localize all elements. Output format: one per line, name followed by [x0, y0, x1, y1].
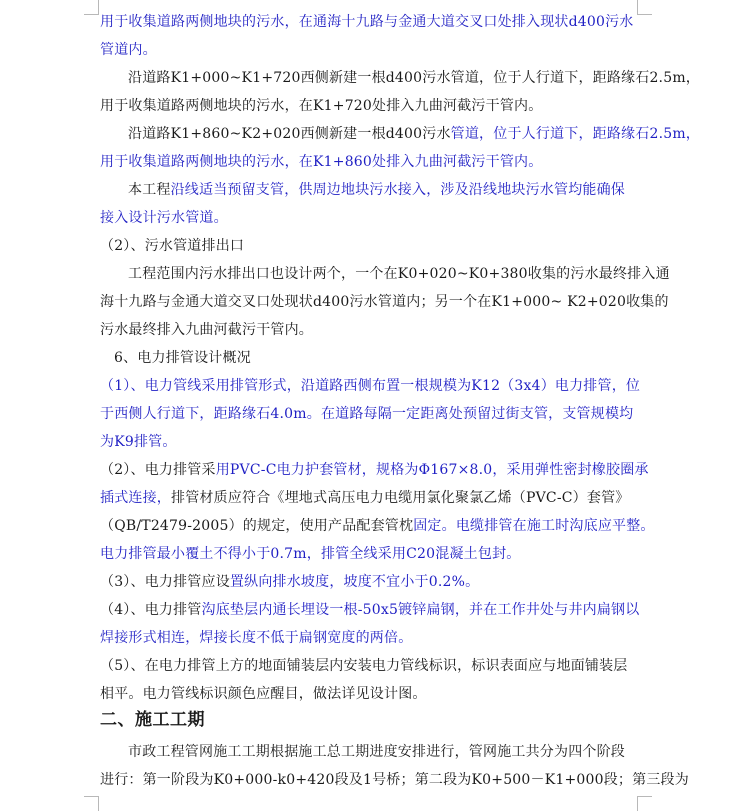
crop-mark-top-left [84, 0, 99, 15]
text-run: 沟底垫层内通长埋设一根-50x5镀锌扁钢，并在工作井处与井内扁钢以 [201, 602, 640, 618]
document-line: 相平。电力管线标识颜色应醒目，做法详见设计图。 [100, 686, 427, 702]
document-line [100, 568, 479, 596]
text-run: （4）、电力排管 [100, 602, 202, 618]
text-run: 沿线适当预留支管，供周边地块污水接入，涉及沿线地块污水管均能确保 [170, 182, 626, 198]
crop-mark-bottom-right [637, 796, 652, 811]
text-run: 本工程 [128, 182, 171, 198]
document-line: 用于收集道路两侧地块的污水，在K1+860处排入九曲河截污干管内。 [100, 154, 543, 170]
document-line: 工程范围内污水排出口也设计两个，一个在K0+020~K0+380收集的污水最终排入通 [128, 266, 670, 282]
text-run: 沿道路K1+860~K2+020西侧新建一根d400污水 [128, 126, 451, 142]
document-line: 焊接形式相连，焊接长度不低于扁钢宽度的两倍。 [100, 630, 413, 646]
document-line: 6、电力排管设计概况 [114, 350, 251, 366]
document-line: 用于收集道路两侧地块的污水，在通海十九路与金通大道交叉口处排入现状d400污水 [100, 14, 634, 30]
document-line [100, 484, 629, 512]
text-run: 排管材质应符合《埋地式高压电力电缆用氯化聚氯乙烯（PVC-C）套管》 [171, 490, 630, 506]
document-line: 管道内。 [100, 42, 157, 58]
text-run: 用PVC-C电力护套管材，规格为Φ167×8.0，采用弹性密封橡胶圈承 [215, 462, 649, 478]
document-line [128, 120, 700, 148]
document-line: 污水最终排入九曲河截污干管内。 [100, 322, 313, 338]
text-run: （2）、电力排管采 [100, 462, 216, 478]
document-line: 于西侧人行道下，距路缘石4.0m。在道路每隔一定距离处预留过街支管，支管规模均 [100, 406, 634, 422]
document-line: 用于收集道路两侧地块的污水，在K1+720处排入九曲河截污干管内。 [100, 98, 543, 114]
section-heading: 二、施工工期 [100, 710, 205, 730]
crop-mark-bottom-left [84, 796, 99, 811]
text-run: （3）、电力排管应设 [100, 574, 230, 590]
document-line: 市政工程管网施工工期根据施工总工期进度安排进行，管网施工共分为四个阶段 [128, 744, 625, 760]
text-run: 管道，位于人行道下，距路缘石2.5m， [450, 126, 700, 142]
document-line: 进行：第一阶段为K0+000-k0+420段及1号桥；第二段为K0+500－K1+000段；第三段为 [100, 772, 689, 788]
document-line: （2）、污水管道排出口 [100, 238, 245, 254]
document-line [100, 456, 649, 484]
document-line: 为K9排管。 [100, 434, 177, 450]
text-run: （QB/T2479-2005）的规定，使用产品配套管枕 [100, 518, 414, 534]
document-line [100, 512, 655, 540]
document-line: 沿道路K1+000~K1+720西侧新建一根d400污水管道，位于人行道下，距路缘石2.5m， [128, 70, 700, 86]
document-line: 电力排管最小覆土不得小于0.7m，排管全线采用C20混凝土包封。 [100, 546, 521, 562]
text-run: 固定。电缆排管在施工时沟底应平整。 [413, 518, 655, 534]
document-line: （5）、在电力排管上方的地面铺装层内安装电力管线标识，标识表面应与地面铺装层 [100, 658, 628, 674]
document-line: （1）、电力管线采用排管形式，沿道路西侧布置一根规模为K12（3x4）电力排管，位 [100, 378, 641, 394]
crop-mark-top-right [637, 0, 652, 15]
text-run: 插式连接， [100, 490, 171, 506]
document-line: 接入设计污水管道。 [100, 210, 228, 226]
text-run: 置纵向排水坡度，坡度不宜小于0.2%。 [229, 574, 480, 590]
document-line: 海十九路与金通大道交叉口处现状d400污水管道内；另一个在K1+000~ K2+020收集的 [100, 294, 669, 310]
document-line [100, 596, 639, 624]
document-line [128, 176, 625, 204]
